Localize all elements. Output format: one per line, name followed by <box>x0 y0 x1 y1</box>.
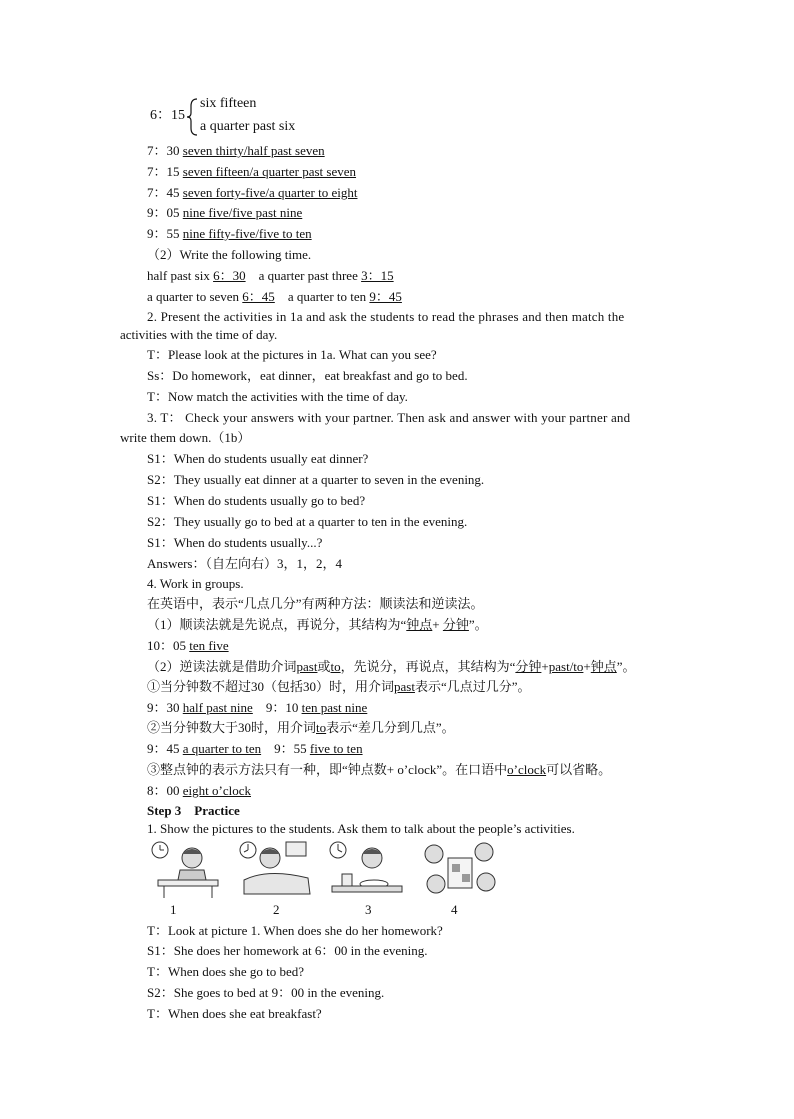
dialogue-line: S1：When do students usually...? <box>147 535 323 550</box>
step-heading: Step 3 Practice <box>147 803 240 818</box>
time-row: 7：30 seven thirty/half past seven <box>147 143 325 158</box>
dialogue-line: S2：She goes to bed at 9：00 in the evening. <box>147 985 385 1000</box>
time-row: 9：05 nine five/five past nine <box>147 205 303 220</box>
picture-number: 2 <box>273 902 280 917</box>
breakfast-picture-icon <box>328 840 406 900</box>
dialogue-line: T：Please look at the pictures in 1a. What can you see? <box>147 347 437 362</box>
paragraph: 4. Work in groups. <box>147 576 244 591</box>
time-row: 7：45 seven forty-five/a quarter to eight <box>147 185 358 200</box>
time-row: 7：15 seven fifteen/a quarter past seven <box>147 164 357 179</box>
dialogue-line: S2：They usually eat dinner at a quarter to seven in the evening. <box>147 472 485 487</box>
note-line: ②当分钟数大于30时，用介词to表示“差几分到几点”。 <box>147 720 455 735</box>
picture-number: 1 <box>170 902 177 917</box>
paragraph: 1. Show the pictures to the students. Ask them to talk about the people’s activities. <box>147 821 575 836</box>
note-line: ①当分钟数不超过30（包括30）时，用介词past表示“几点过几分”。 <box>147 679 531 694</box>
dialogue-line: S2：They usually go to bed at a quarter to ten in the evening. <box>147 514 468 529</box>
time-row: 9：55 nine fifty-five/five to ten <box>147 226 312 241</box>
brace-icon <box>186 97 200 137</box>
dialogue-line: Ss：Do homework，eat dinner，eat breakfast and go to bed. <box>147 368 468 383</box>
note-line: ③整点钟的表示方法只有一种，即“钟点数+ o’clock”。在口语中o’clock可以省略。 <box>147 762 612 777</box>
note-line: （1）顺读法就是先说点，再说分，其结构为“钟点+ 分钟”。 <box>147 617 488 632</box>
note-line: 在英语中，表示“几点几分”有两种方法：顺读法和逆读法。 <box>147 596 484 611</box>
picture-number: 3 <box>365 902 372 917</box>
bed-picture-icon <box>238 840 316 900</box>
homework-picture-icon <box>150 840 222 900</box>
dialogue-line: T：Now match the activities with the time of day. <box>147 389 408 404</box>
reading-a: six fifteen <box>200 96 257 111</box>
dialogue-line: T：Look at picture 1. When does she do her homework? <box>147 923 443 938</box>
note-line: 9：30 half past nine 9：10 ten past nine <box>147 700 368 715</box>
time-label: 6：15 <box>150 108 185 123</box>
answers: Answers：（自左向右）3，1，2，4 <box>147 556 342 571</box>
note-line: 8：00 eight o’clock <box>147 783 251 798</box>
paragraph: 3. T： Check your answers with your partner. Then ask and answer with your partner and <box>147 410 631 425</box>
write-row: a quarter to seven 6：45 a quarter to ten 9：45 <box>147 289 402 304</box>
note-line: （2）逆读法就是借助介词past或to，先说分，再说点，其结构为“分钟+past/to+钟点”。 <box>147 659 636 674</box>
note-line: 9：45 a quarter to ten 9：55 five to ten <box>147 741 363 756</box>
dialogue-line: S1：When do students usually go to bed? <box>147 493 366 508</box>
paragraph: activities with the time of day. <box>120 327 278 342</box>
reading-b: a quarter past six <box>200 119 296 134</box>
paragraph: 2. Present the activities in 1a and ask the students to read the phrases and then match the <box>147 309 625 324</box>
write-heading: （2）Write the following time. <box>147 247 312 262</box>
dialogue-line: S1：She does her homework at 6：00 in the evening. <box>147 943 428 958</box>
write-row: half past six 6：30 a quarter past three 3：15 <box>147 268 394 283</box>
picture-number: 4 <box>451 902 458 917</box>
dialogue-line: T：When does she eat breakfast? <box>147 1006 322 1021</box>
dialogue-line: T：When does she go to bed? <box>147 964 305 979</box>
dialogue-line: S1：When do students usually eat dinner? <box>147 451 369 466</box>
note-line: 10：05 ten five <box>147 638 229 653</box>
group-picture-icon <box>418 840 502 902</box>
paragraph: write them down.（1b） <box>120 430 251 445</box>
